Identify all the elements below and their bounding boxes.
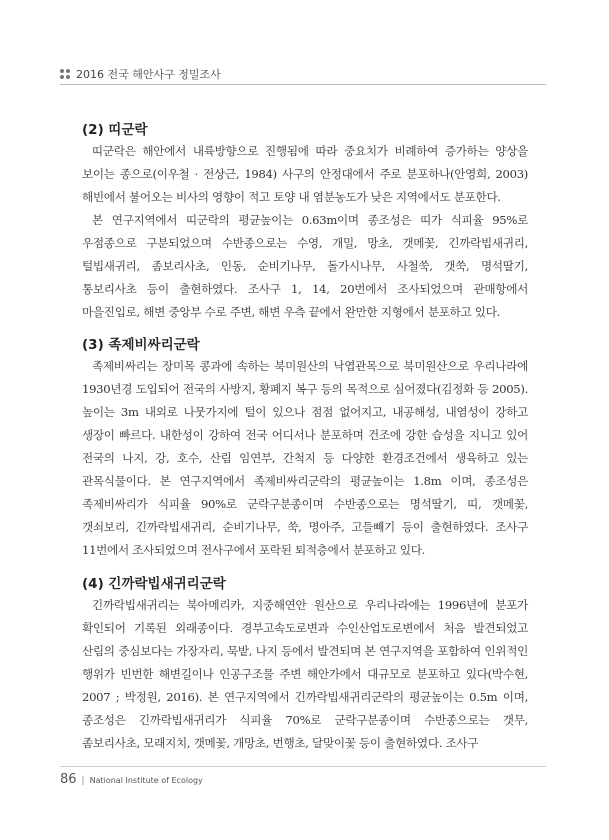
running-header-title: 2016 전국 해안사구 정밀조사 [76, 68, 221, 81]
section-heading-ttigunrak: (2) 띠군락 [82, 122, 148, 138]
section-heading-ginkkarak: (4) 긴까락빕새귀리군락 [82, 576, 226, 592]
page-footer [60, 772, 203, 787]
page-number: 86 [60, 772, 77, 787]
bullet-dots-icon [60, 69, 70, 79]
footer-separator: | [81, 776, 85, 786]
section-heading-jokjebissari: (3) 족제비싸리군락 [82, 337, 200, 353]
paragraph-ttigunrak-2: 본 연구지역에서 띠군락의 평균높이는 0.63m이며 종조성은 띠가 식피율 95%로 우점종으로 구분되었으며 수반종으로는 수영, 개밀, 망초, 갯메꽃, 긴까락빕새귀리, 털빕새귀리, 좀보리사초, 인동, 순비기나무, 돌가시나무, 사철쑥, 갯쑥, 명석딸기, 통보리사초 등이 출현하였다. 조사구 1, 14, 20번에서 조사되었으며 관매항에서 마을진입로, 해변 중앙부 수로 주변, 해변 우측 끝에서 완만한 지형에서 분포하고 있다. [82, 213, 528, 319]
footer-divider [60, 766, 546, 767]
paragraph-ttigunrak-1: 띠군락은 해안에서 내륙방향으로 진행됨에 따라 중요치가 비례하여 증가하는 양상을 보이는 종으로(이우철 · 전상근, 1984) 사구의 안정대에서 주로 분포하나(안영희, 2003) 해빈에서 불어오는 비사의 영향이 적고 토양 내 염분농도가 낮은 지역에서도 분포한다. [82, 144, 528, 204]
paragraph-jokjebissari-1: 족제비싸리는 장미목 콩과에 속하는 북미원산의 낙엽관목으로 북미원산으로 우리나라에 1930년경 도입되어 전국의 사방지, 황폐지 복구 등의 목적으로 심어졌다(김정화 등 2005). 높이는 3m 내외로 나뭇가지에 털이 있으나 점점 없어지고, 내공해성, 내염성이 강하고 생장이 빠르다. 내한성이 강하여 전국 어디서나 분포하며 건조에 강한 습성을 지니고 있어 전국의 나지, 강, 호수, 산림 임연부, 간척지 등 다양한 환경조건에서 생육하고 있는 관목식물이다. 본 연구지역에서 족제비싸리군락의 평균높이는 1.8m 이며, 종조성은 족제비싸리가 식피율 90%로 군락구분종이며 수반종으로는 명석딸기, 띠, 갯메꽃, 갯쇠보리, 긴까락빕새귀리, 순비기나무, 쑥, 명아주, 고들빼기 등이 출현하였다. 조사구 11번에서 조사되었으며 전사구에서 포락된 퇴적층에서 분포하고 있다. [82, 359, 528, 557]
paragraph-ginkkarak-1: 긴까락빕새귀리는 북아메리카, 지중해연안 원산으로 우리나라에는 1996년에 분포가 확인되어 기록된 외래종이다. 경부고속도로변과 수인산업도로변에서 처음 발견되었고 산림의 중심보다는 가장자리, 묵밭, 나지 등에서 발견되며 본 연구지역을 포함하여 인위적인 행위가 빈번한 해변길이나 인공구조물 주변 해안가에서 대규모로 분포하고 있다(박수현, 2007 ; 박정원, 2016). 본 연구지역에서 긴까락빕새귀리군락의 평균높이는 0.5m 이며, 종조성은 긴까락빕새귀리가 식피율 70%로 군락구분종이며 수반종으로는 갯무, 좀보리사초, 모래지치, 갯메꽃, 개망초, 번행초, 달맞이꽃 등이 출현하였다. 조사구 [82, 598, 528, 750]
header-divider [60, 84, 546, 85]
running-header [60, 66, 221, 82]
footer-organization: National Institute of Ecology [89, 776, 203, 785]
